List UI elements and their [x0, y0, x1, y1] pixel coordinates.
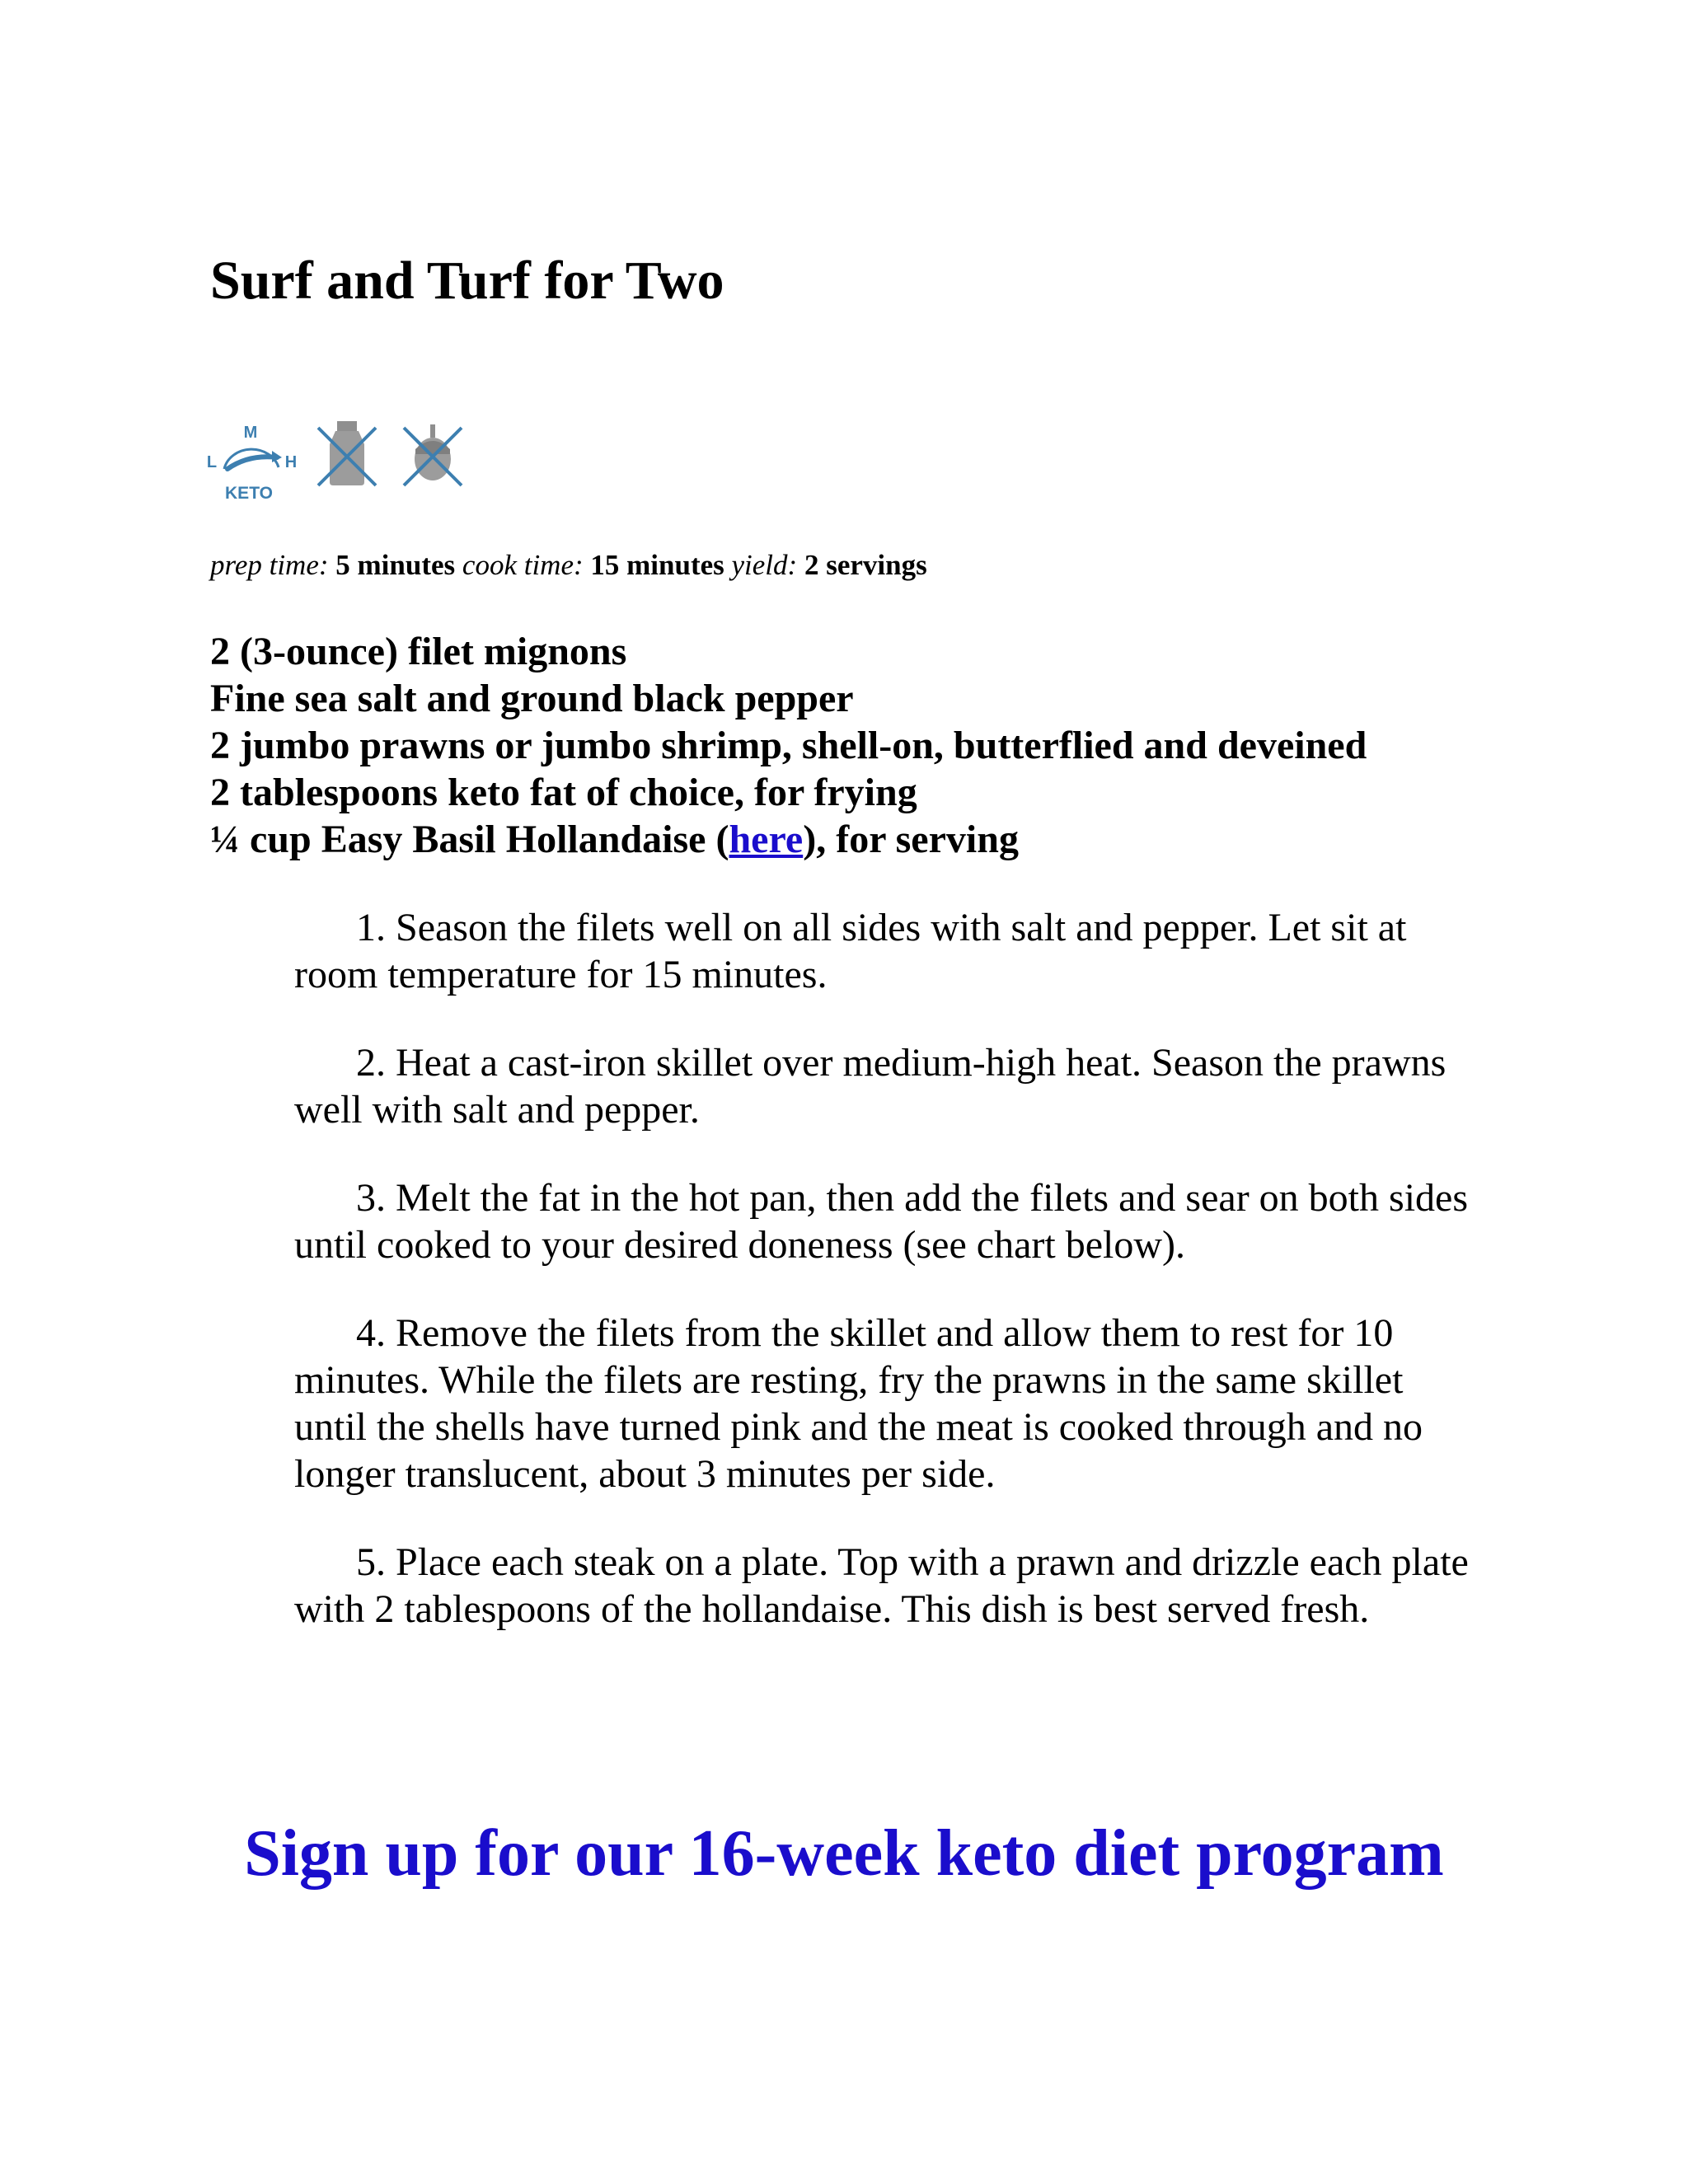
cook-time-value: 15 minutes	[590, 549, 724, 581]
prep-time-value: 5 minutes	[335, 549, 456, 581]
keto-program-signup-link[interactable]: Sign up for our 16-week keto diet program	[244, 1817, 1444, 1890]
instruction-steps	[294, 904, 1481, 1674]
recipe-title: Surf and Turf for Two	[210, 251, 724, 311]
recipe-meta	[210, 548, 927, 583]
yield-label: yield:	[731, 549, 798, 581]
gauge-label-h: H	[284, 453, 298, 471]
gauge-label-l: L	[206, 453, 218, 471]
prep-time-label: prep time:	[210, 549, 329, 581]
instruction-step: 3. Melt the fat in the hot pan, then add the filets and sear on both sides until cooked to your desired doneness (see chart below).	[294, 1176, 1469, 1267]
no-nuts-icon	[396, 416, 470, 490]
gauge-caption: KETO	[225, 484, 273, 503]
yield-value: 2 servings	[804, 549, 927, 581]
ingredient-item: 2 jumbo prawns or jumbo shrimp, shell-on, butterflied and deveined	[210, 724, 1367, 767]
diet-icons	[206, 416, 481, 523]
ingredient-item	[210, 816, 1367, 863]
instruction-step: 4. Remove the filets from the skillet and allow them to rest for 10 minutes. While the filets are resting, fry the prawns in the same skillet until the shells have turned pink and the meat is cooked through and no longer translucent, about 3 minutes per side.	[294, 1311, 1423, 1496]
hollandaise-recipe-link[interactable]: here	[729, 818, 804, 861]
ingredient-list	[210, 628, 1367, 863]
keto-level-gauge-icon	[206, 416, 298, 509]
ingredient-item: Fine sea salt and ground black pepper	[210, 677, 854, 720]
ingredient-item: 2 (3-ounce) filet mignons	[210, 630, 627, 673]
instruction-step: 1. Season the filets well on all sides with salt and pepper. Let sit at room temperature for 15 minutes.	[294, 906, 1407, 996]
ingredient-text: ¼ cup Easy Basil Hollandaise (	[210, 818, 729, 861]
gauge-label-m: M	[243, 424, 258, 442]
cook-time-label: cook time:	[462, 549, 584, 581]
ingredient-item: 2 tablespoons keto fat of choice, for frying	[210, 771, 917, 814]
instruction-step: 5. Place each steak on a plate. Top with a prawn and drizzle each plate with 2 tablespoons of the hollandaise. This dish is best served fresh.	[294, 1540, 1469, 1631]
instruction-step: 2. Heat a cast-iron skillet over medium-high heat. Season the prawns well with salt and pepper.	[294, 1041, 1447, 1132]
no-dairy-icon	[310, 416, 384, 490]
ingredient-text: ), for serving	[803, 818, 1019, 861]
